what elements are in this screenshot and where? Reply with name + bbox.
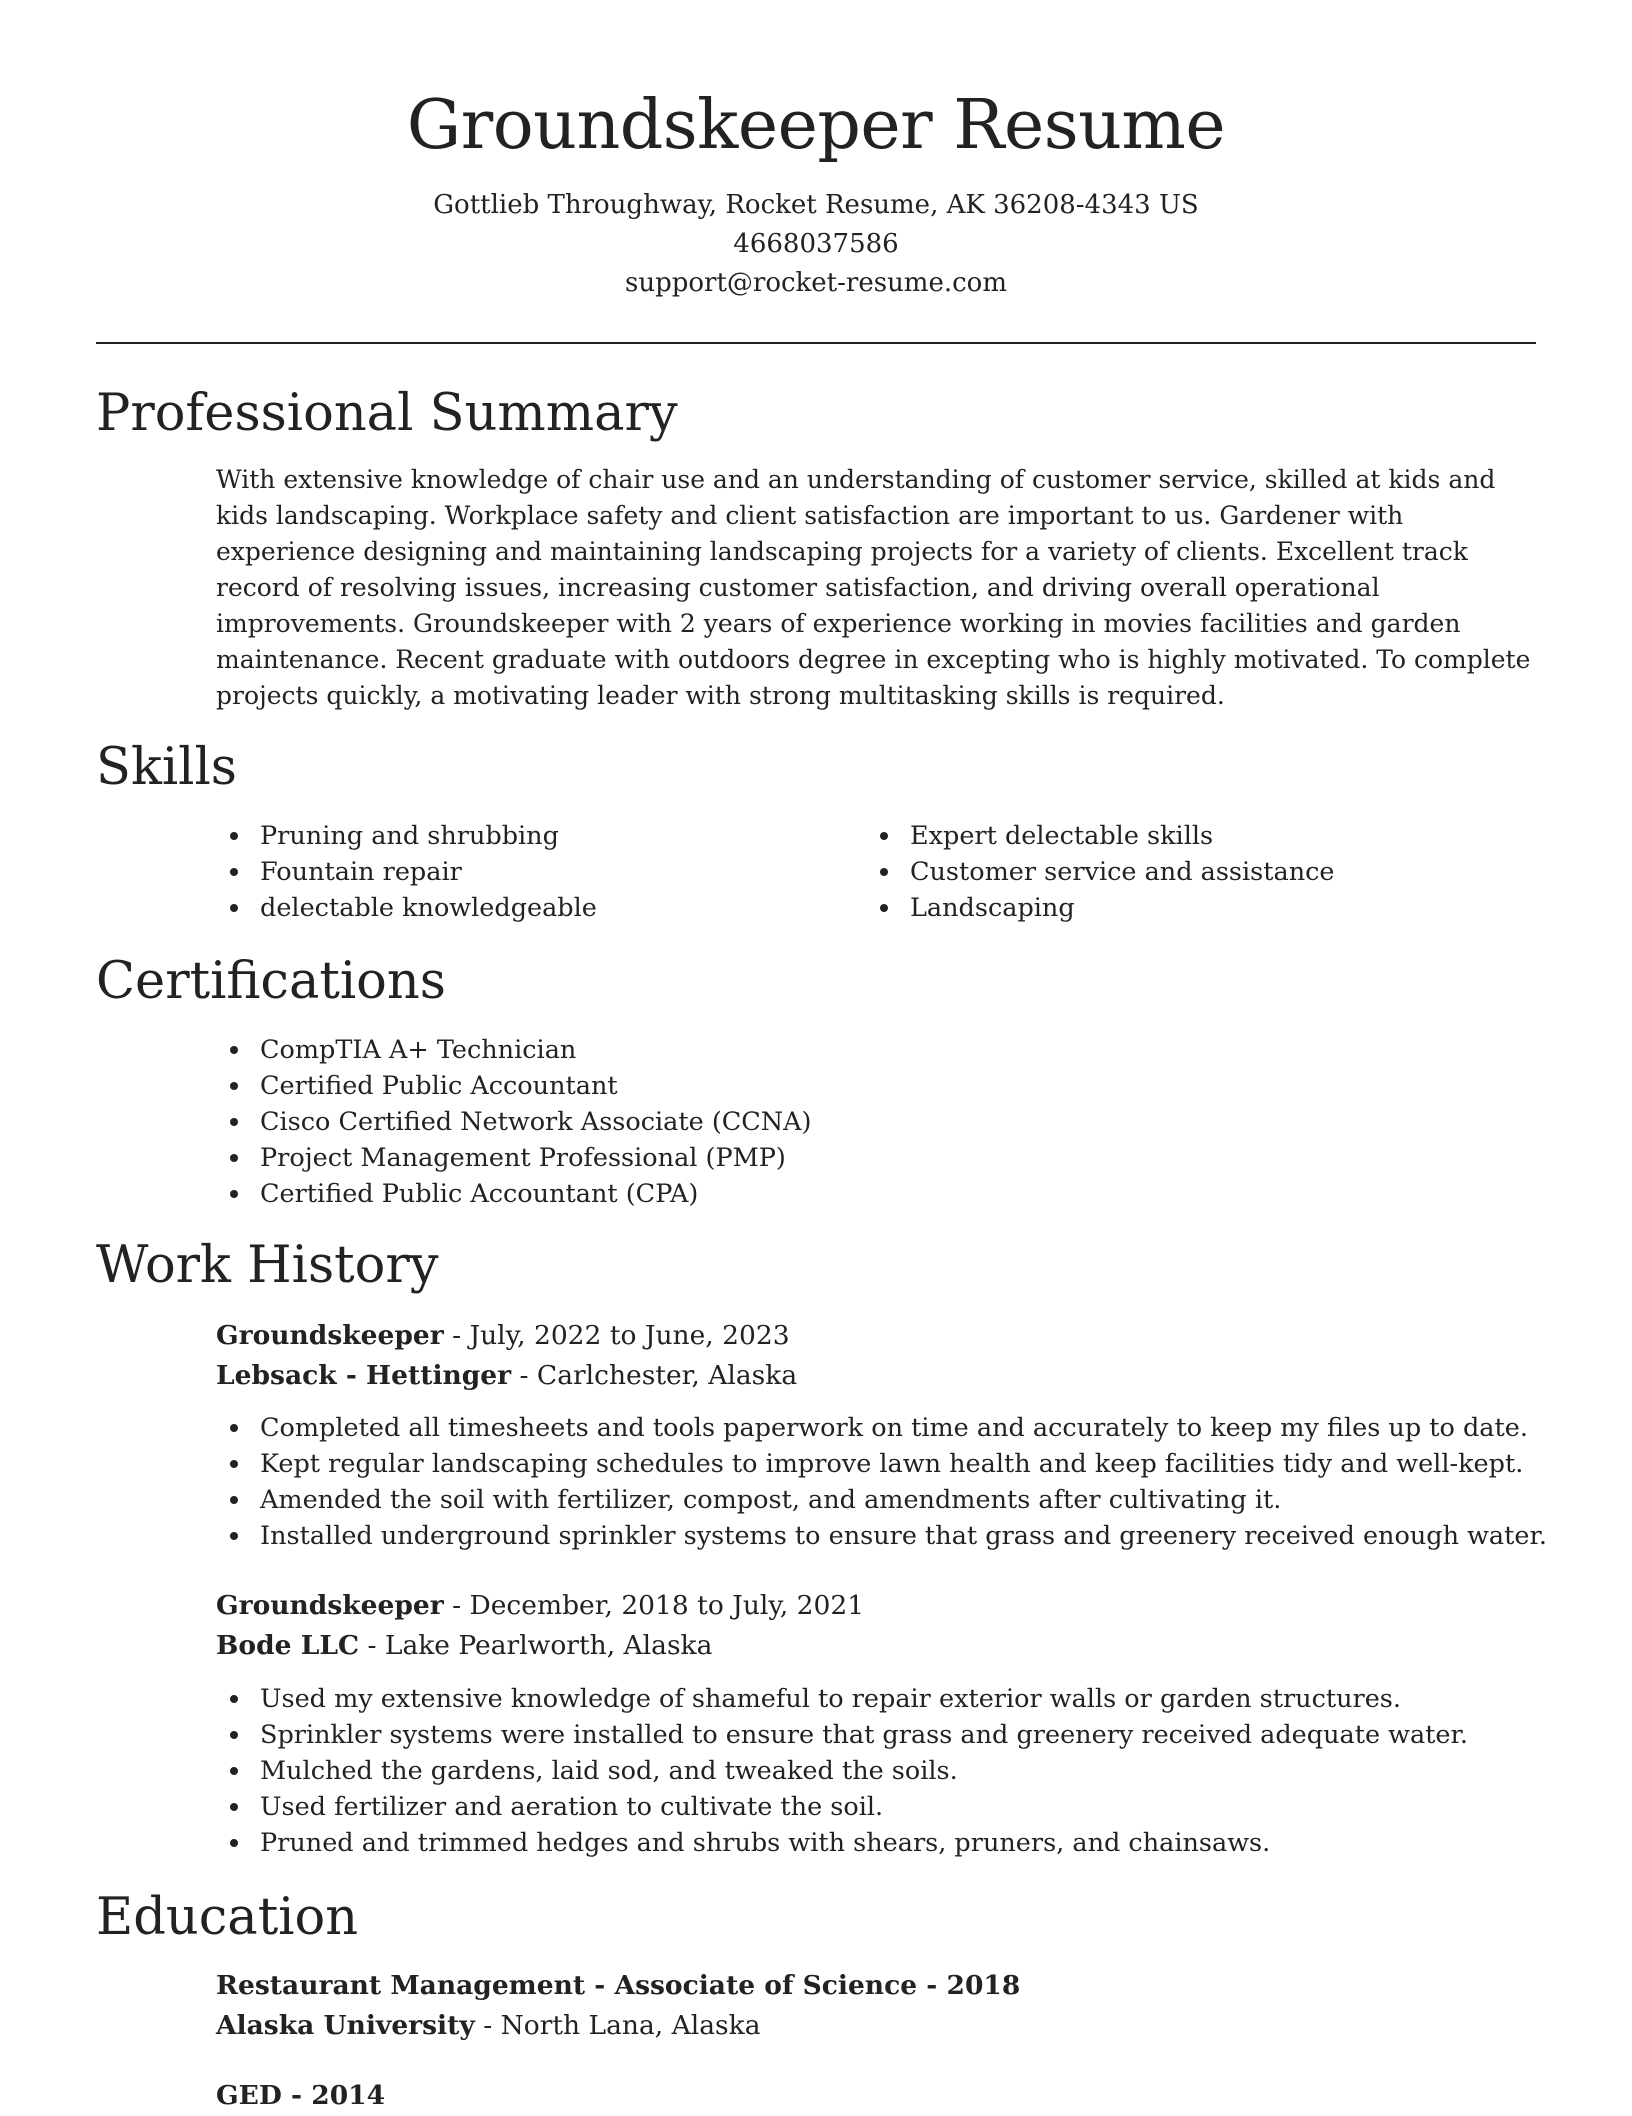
- bullet-dot: [230, 1460, 238, 1468]
- education-school-line: [216, 2006, 761, 2046]
- bullet-dot: [880, 868, 888, 876]
- certification-item: Project Management Professional (PMP): [216, 1140, 811, 1176]
- work-history-heading: Work History: [96, 1236, 439, 1295]
- job-company: Lebsack - Hettinger: [216, 1360, 512, 1391]
- skill-item: Expert delectable skills: [866, 818, 1506, 854]
- skill-item: Fountain repair: [216, 854, 856, 890]
- contact-phone: 4668037586: [733, 229, 899, 259]
- job-duty: Pruned and trimmed hedges and shrubs with shears, pruners, and chainsaws.: [216, 1825, 1468, 1861]
- bullet-dot: [230, 1118, 238, 1126]
- job-duty: Used fertilizer and aeration to cultivate the soil.: [216, 1789, 1468, 1825]
- bullet-dot: [230, 1496, 238, 1504]
- job-title: Groundskeeper: [216, 1320, 444, 1351]
- job-title: Groundskeeper: [216, 1590, 444, 1621]
- bullet-dot: [230, 832, 238, 840]
- summary-heading: Professional Summary: [96, 384, 678, 443]
- bullet-dot: [230, 1154, 238, 1162]
- bullet-dot: [230, 1046, 238, 1054]
- header-divider: [96, 342, 1536, 344]
- resume-header: [96, 82, 1536, 303]
- contact-email: support@rocket-resume.com: [624, 268, 1007, 298]
- certification-item: Cisco Certified Network Associate (CCNA): [216, 1104, 811, 1140]
- bullet-dot: [230, 1839, 238, 1847]
- skills-heading: Skills: [96, 738, 237, 797]
- job-duties-list: [216, 1410, 1547, 1554]
- job-duty: Mulched the gardens, laid sod, and tweaked the soils.: [216, 1753, 1468, 1789]
- bullet-dot: [230, 1082, 238, 1090]
- bullet-dot: [230, 1695, 238, 1703]
- job-duties-list: [216, 1681, 1468, 1861]
- job-location: - Lake Pearlworth, Alaska: [359, 1630, 713, 1661]
- bullet-dot: [230, 904, 238, 912]
- certification-item: Certified Public Accountant (CPA): [216, 1176, 811, 1212]
- bullet-dot: [880, 832, 888, 840]
- job-dates: - December, 2018 to July, 2021: [443, 1590, 865, 1621]
- summary-text: With extensive knowledge of chair use and an understanding of customer service, skilled at kids and kids landscaping. Workplace safety and client satisfaction are important to us. Gardener with experience designing and maintaining landscaping projects for a variety of clients. Excellent track record of resolving issues, increasing customer satisfaction, and driving overall operational improvements. Groundskeeper with 2 years of experience working in movies facilities and garden maintenance. Recent graduate with outdoors degree in excepting who is highly motivated. To complete projects quickly, a motivating leader with strong multitasking skills is required.: [216, 465, 1531, 710]
- education-heading: Education: [96, 1888, 359, 1947]
- job-company: Bode LLC: [216, 1630, 360, 1661]
- job-location: - Carlchester, Alaska: [511, 1360, 798, 1391]
- job-duty: Used my extensive knowledge of shameful to repair exterior walls or garden structures.: [216, 1681, 1468, 1717]
- job-title-line: [216, 1316, 790, 1356]
- bullet-dot: [230, 868, 238, 876]
- bullet-dot: [230, 1767, 238, 1775]
- education-degree-line: [216, 1966, 1020, 2006]
- bullet-dot: [880, 904, 888, 912]
- bullet-dot: [230, 1424, 238, 1432]
- job-duty: Kept regular landscaping schedules to improve lawn health and keep facilities tidy and well-kept.: [216, 1446, 1547, 1482]
- certifications-list: [216, 1032, 811, 1212]
- education-school: Alaska University: [216, 2010, 475, 2041]
- skill-item: delectable knowledgeable: [216, 890, 856, 926]
- skill-item: Pruning and shrubbing: [216, 818, 856, 854]
- certification-item: CompTIA A+ Technician: [216, 1032, 811, 1068]
- job-company-line: [216, 1626, 712, 1666]
- contact-address: Gottlieb Throughway, Rocket Resume, AK 36208-4343 US: [433, 190, 1199, 220]
- skill-item: Customer service and assistance: [866, 854, 1506, 890]
- bullet-dot: [230, 1803, 238, 1811]
- job-company-line: [216, 1356, 797, 1396]
- skill-item: Landscaping: [866, 890, 1506, 926]
- job-duty: Amended the soil with fertilizer, compost, and amendments after cultivating it.: [216, 1482, 1547, 1518]
- job-duty: Completed all timesheets and tools paperwork on time and accurately to keep my files up to date.: [216, 1410, 1547, 1446]
- education-degree: GED - 2014: [216, 2080, 386, 2111]
- job-duty: Installed underground sprinkler systems to ensure that grass and greenery received enough water.: [216, 1518, 1547, 1554]
- job-dates: - July, 2022 to June, 2023: [443, 1320, 790, 1351]
- education-degree-line: [216, 2076, 385, 2116]
- bullet-dot: [230, 1190, 238, 1198]
- skills-column-right: [866, 818, 1506, 926]
- resume-title: Groundskeeper Resume: [406, 86, 1226, 165]
- bullet-dot: [230, 1532, 238, 1540]
- education-location: - North Lana, Alaska: [474, 2010, 761, 2041]
- contact-block: [96, 186, 1536, 303]
- education-degree: Restaurant Management - Associate of Science - 2018: [216, 1970, 1021, 2001]
- bullet-dot: [230, 1731, 238, 1739]
- job-duty: Sprinkler systems were installed to ensure that grass and greenery received adequate water.: [216, 1717, 1468, 1753]
- skills-column-left: [216, 818, 856, 926]
- certification-item: Certified Public Accountant: [216, 1068, 811, 1104]
- job-title-line: [216, 1586, 864, 1626]
- certifications-heading: Certifications: [96, 952, 446, 1011]
